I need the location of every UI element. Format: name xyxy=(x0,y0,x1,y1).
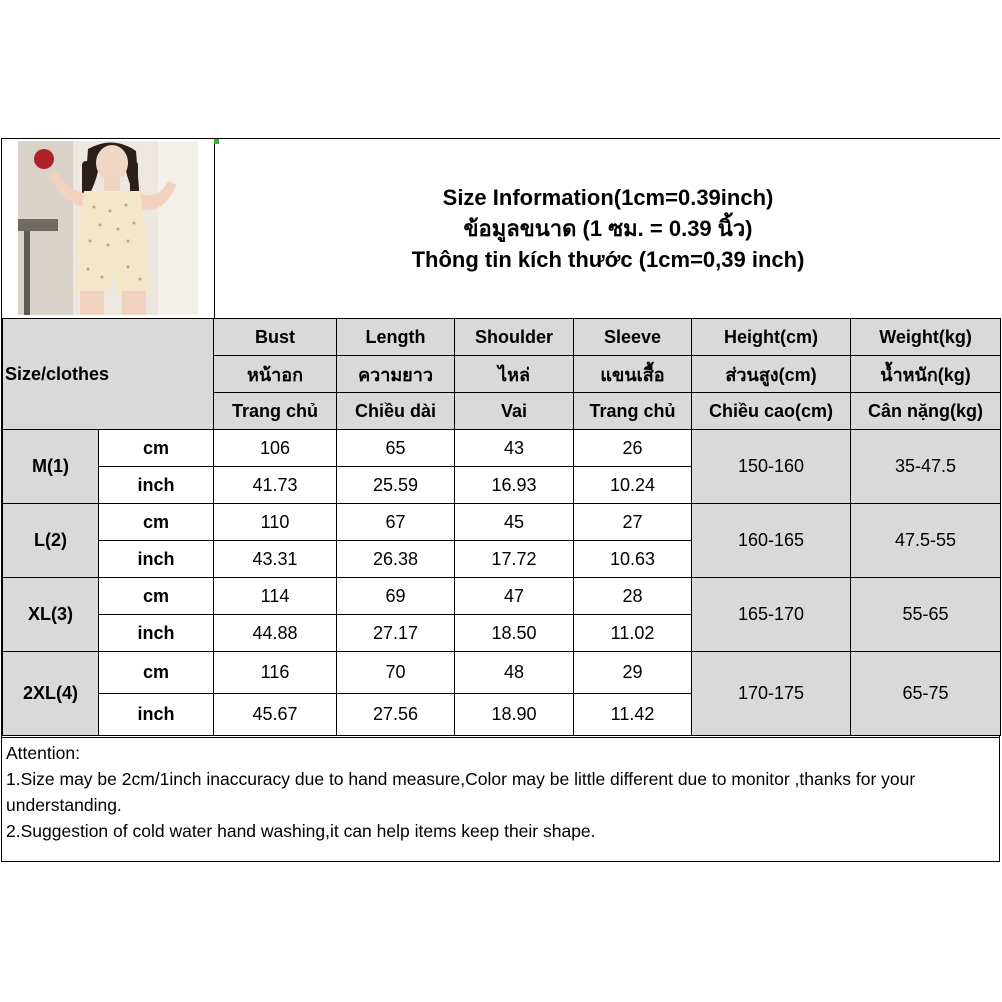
cell-value: 45.67 xyxy=(214,694,337,736)
cell-value: 43.31 xyxy=(214,541,337,578)
cell-value: 18.50 xyxy=(455,615,574,652)
col-height-vi: Chiều cao(cm) xyxy=(692,393,851,430)
col-height-th: ส่วนสูง(cm) xyxy=(692,356,851,393)
corner-marker xyxy=(214,139,219,144)
unit-inch: inch xyxy=(99,694,214,736)
cell-height: 170-175 xyxy=(692,652,851,736)
size-label-l: L(2) xyxy=(3,504,99,578)
size-chart xyxy=(1,138,1000,862)
size-label-m: M(1) xyxy=(3,430,99,504)
cell-value: 65 xyxy=(337,430,455,467)
cell-value: 43 xyxy=(455,430,574,467)
col-length-en: Length xyxy=(337,319,455,356)
cell-weight: 65-75 xyxy=(851,652,1001,736)
col-bust-vi: Trang chủ xyxy=(214,393,337,430)
cell-value: 41.73 xyxy=(214,467,337,504)
cell-value: 11.42 xyxy=(574,694,692,736)
col-weight-th: น้ำหนัก(kg) xyxy=(851,356,1001,393)
cell-value: 106 xyxy=(214,430,337,467)
notes-title: Attention: xyxy=(6,743,80,763)
col-length-vi: Chiều dài xyxy=(337,393,455,430)
col-weight-en: Weight(kg) xyxy=(851,319,1001,356)
col-length-th: ความยาว xyxy=(337,356,455,393)
col-shoulder-vi: Vai xyxy=(455,393,574,430)
cell-height: 160-165 xyxy=(692,504,851,578)
cell-value: 44.88 xyxy=(214,615,337,652)
cell-value: 116 xyxy=(214,652,337,694)
unit-cm: cm xyxy=(99,652,214,694)
col-bust-th: หน้าอก xyxy=(214,356,337,393)
product-photo xyxy=(18,141,198,315)
header-line-english: Size Information(1cm=0.39inch) xyxy=(442,185,774,210)
unit-cm: cm xyxy=(99,504,214,541)
size-clothes-label: Size/clothes xyxy=(3,319,214,430)
cell-weight: 55-65 xyxy=(851,578,1001,652)
unit-cm: cm xyxy=(99,578,214,615)
cell-weight: 35-47.5 xyxy=(851,430,1001,504)
col-bust-en: Bust xyxy=(214,319,337,356)
unit-cm: cm xyxy=(99,430,214,467)
cell-weight: 47.5-55 xyxy=(851,504,1001,578)
unit-inch: inch xyxy=(99,541,214,578)
cell-value: 11.02 xyxy=(574,615,692,652)
cell-value: 27.56 xyxy=(337,694,455,736)
cell-value: 16.93 xyxy=(455,467,574,504)
col-height-en: Height(cm) xyxy=(692,319,851,356)
attention-notes xyxy=(2,737,1000,862)
size-table xyxy=(2,318,1001,736)
cell-value: 17.72 xyxy=(455,541,574,578)
cell-value: 28 xyxy=(574,578,692,615)
cell-value: 18.90 xyxy=(455,694,574,736)
col-weight-vi: Cân nặng(kg) xyxy=(851,393,1001,430)
cell-value: 26 xyxy=(574,430,692,467)
col-sleeve-vi: Trang chủ xyxy=(574,393,692,430)
cell-value: 10.63 xyxy=(574,541,692,578)
cell-value: 26.38 xyxy=(337,541,455,578)
cell-value: 45 xyxy=(455,504,574,541)
col-shoulder-en: Shoulder xyxy=(455,319,574,356)
cell-value: 70 xyxy=(337,652,455,694)
cell-value: 47 xyxy=(455,578,574,615)
header-line-vietnamese: Thông tin kích thước (1cm=0,39 inch) xyxy=(411,247,805,272)
cell-value: 27 xyxy=(574,504,692,541)
cell-value: 29 xyxy=(574,652,692,694)
cell-value: 27.17 xyxy=(337,615,455,652)
cell-value: 25.59 xyxy=(337,467,455,504)
cell-value: 10.24 xyxy=(574,467,692,504)
size-information-header xyxy=(214,139,1001,318)
cell-value: 67 xyxy=(337,504,455,541)
col-shoulder-th: ไหล่ xyxy=(455,356,574,393)
size-label-xl: XL(3) xyxy=(3,578,99,652)
note-item: 1.Size may be 2cm/1inch inaccuracy due to hand measure,Color may be little different due to monitor ,thanks for your understanding. xyxy=(6,769,916,815)
model-image xyxy=(18,141,198,315)
header-line-thai: ข้อมูลขนาด (1 ซม. = 0.39 นิ้ว) xyxy=(463,216,753,241)
note-item: 2.Suggestion of cold water hand washing,it can help items keep their shape. xyxy=(6,821,596,841)
cell-height: 150-160 xyxy=(692,430,851,504)
unit-inch: inch xyxy=(99,467,214,504)
cell-value: 114 xyxy=(214,578,337,615)
cell-value: 69 xyxy=(337,578,455,615)
col-sleeve-th: แขนเสื้อ xyxy=(574,356,692,393)
cell-value: 110 xyxy=(214,504,337,541)
cell-height: 165-170 xyxy=(692,578,851,652)
size-label-2xl: 2XL(4) xyxy=(3,652,99,736)
col-sleeve-en: Sleeve xyxy=(574,319,692,356)
unit-inch: inch xyxy=(99,615,214,652)
cell-value: 48 xyxy=(455,652,574,694)
